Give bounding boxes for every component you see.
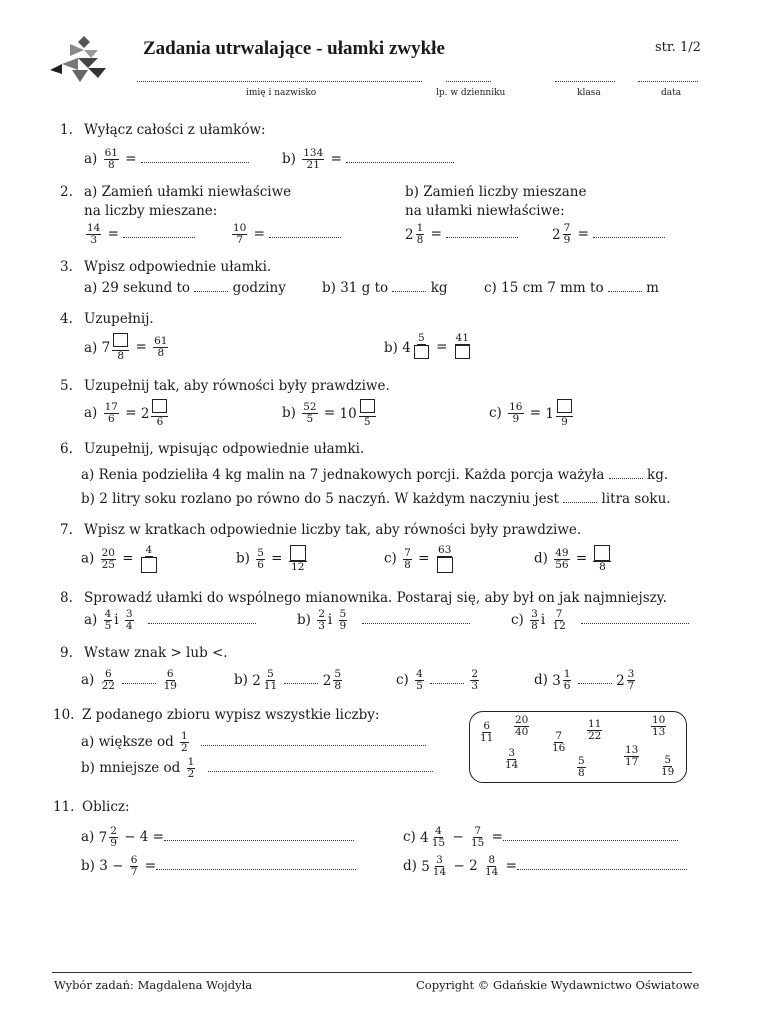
answer-line[interactable] — [141, 161, 249, 163]
date-field-label: data — [661, 88, 682, 98]
task-10a: a) większe od $\frac{1}{2}$ — [81, 731, 426, 754]
task-2b-item-2: 2 $\frac{7}{9}$ = — [552, 223, 665, 246]
task-4-text: Uzupełnij. — [84, 311, 154, 327]
task-6-text: Uzupełnij, wpisując odpowiednie ułamki. — [84, 441, 365, 457]
set-fraction: $\frac{6}{11}$ — [480, 720, 494, 744]
answer-line[interactable] — [122, 682, 156, 684]
task-2a-text: a) Zamień ułamki niewłaściwe — [84, 184, 292, 200]
answer-box[interactable] — [455, 345, 470, 359]
task-9b: b) 2 $\frac{5}{11}$ 2 $\frac{5}{8}$ — [234, 668, 342, 692]
name-field-line[interactable] — [137, 80, 422, 82]
answer-box[interactable] — [113, 333, 128, 347]
task-1-number: 1. — [60, 122, 73, 138]
set-fraction: $\frac{11}{22}$ — [588, 718, 602, 742]
task-3c: c) 15 cm 7 mm to m — [484, 280, 659, 296]
task-6a: a) Renia podzieliła 4 kg malin na 7 jednakowych porcji. Każda porcja ważyła kg. — [81, 467, 669, 483]
task-5-number: 5. — [60, 378, 73, 394]
footer-author: Wybór zadań: Magdalena Wojdyła — [54, 978, 253, 992]
answer-line[interactable] — [208, 770, 433, 772]
task-10-number: 10. — [53, 707, 75, 723]
task-6-number: 6. — [60, 441, 73, 457]
task-3-text: Wpisz odpowiednie ułamki. — [84, 259, 272, 275]
task-3a: a) 29 sekund to godziny — [84, 280, 286, 296]
task-7b: b) $\frac{5}{6}$ = 12 — [236, 545, 309, 573]
answer-box[interactable] — [437, 557, 453, 573]
answer-line[interactable] — [609, 477, 643, 479]
task-9d: d) 3 $\frac{1}{6}$ 2 $\frac{3}{7}$ — [534, 668, 635, 692]
answer-box[interactable] — [290, 545, 306, 561]
answer-line[interactable] — [194, 290, 228, 292]
task-5a: a) $\frac{17}{6}$ = 2 6 — [84, 399, 170, 428]
task-6b: b) 2 litry soku rozlano po równo do 5 naczyń. W każdym naczyniu jest litra soku. — [81, 491, 671, 507]
task-1a: a) $\frac{61}{8}$ = — [84, 148, 249, 171]
page-number: str. 1/2 — [655, 40, 701, 55]
set-fraction: $\frac{13}{17}$ — [625, 744, 639, 768]
task-9a: a) $\frac{6}{22}$ $\frac{6}{19}$ — [81, 668, 177, 692]
set-fraction: $\frac{10}{13}$ — [652, 714, 666, 738]
task-8-text: Sprowadź ułamki do wspólnego mianownika. Postaraj się, aby był on jak najmniejszy. — [84, 590, 667, 606]
page-title: Zadania utrwalające - ułamki zwykłe — [143, 38, 445, 59]
answer-line[interactable] — [164, 839, 354, 841]
answer-box[interactable] — [141, 557, 157, 573]
date-field-line[interactable] — [638, 80, 698, 82]
set-fraction: $\frac{5}{8}$ — [578, 755, 585, 779]
footer-divider — [52, 972, 692, 973]
task-11a: a) 7 $\frac{2}{9}$ − 4 = — [81, 826, 354, 849]
answer-box[interactable] — [152, 399, 167, 413]
class-number-field-label: lp. w dzienniku — [436, 88, 506, 98]
task-3b: b) 31 g to kg — [322, 280, 448, 296]
task-9c: c) $\frac{4}{5}$ $\frac{2}{3}$ — [396, 668, 479, 692]
task-7-text: Wpisz w kratkach odpowiednie liczby tak, aby równości były prawdziwe. — [84, 522, 582, 538]
task-4b: b) 4 5 = 41 — [384, 333, 473, 362]
task-7-number: 7. — [60, 522, 73, 538]
answer-line[interactable] — [156, 868, 356, 870]
task-5c: c) $\frac{16}{9}$ = 1 9 — [489, 399, 575, 428]
answer-line[interactable] — [578, 682, 612, 684]
answer-line[interactable] — [362, 622, 470, 624]
name-field-label: imię i nazwisko — [246, 88, 317, 98]
set-fraction: $\frac{7}{16}$ — [552, 730, 566, 754]
task-10-text: Z podanego zbioru wypisz wszystkie liczby: — [82, 707, 380, 723]
answer-line[interactable] — [123, 236, 195, 238]
task-7a: a) $\frac{20}{25}$ = 4 — [81, 545, 160, 573]
answer-line[interactable] — [346, 161, 454, 163]
answer-line[interactable] — [563, 501, 597, 503]
set-fraction: $\frac{3}{14}$ — [505, 747, 519, 771]
task-2b-item-1: 2 $\frac{1}{8}$ = — [405, 223, 518, 246]
answer-line[interactable] — [581, 622, 689, 624]
task-4-number: 4. — [60, 311, 73, 327]
task-8c: c) $\frac{3}{8}$ i $\frac{7}{12}$ — [511, 609, 689, 632]
set-fraction: $\frac{20}{40}$ — [515, 714, 529, 738]
task-11-number: 11. — [53, 799, 75, 815]
task-11c: c) 4 $\frac{4}{15}$ − $\frac{7}{15}$ = — [403, 826, 678, 849]
answer-line[interactable] — [269, 236, 341, 238]
answer-box[interactable] — [360, 399, 375, 413]
answer-line[interactable] — [593, 236, 665, 238]
task-1b: b) $\frac{134}{21}$ = — [282, 148, 454, 171]
answer-line[interactable] — [430, 682, 464, 684]
task-2a-item-1: $\frac{14}{3}$ = — [84, 223, 195, 246]
task-4a: a) 7 8 = $\frac{61}{8}$ — [84, 335, 168, 362]
set-fraction: $\frac{5}{19}$ — [661, 754, 675, 778]
class-number-field-line[interactable] — [446, 80, 491, 82]
task-5b: b) $\frac{52}{5}$ = 10 5 — [282, 399, 378, 428]
task-9-number: 9. — [60, 645, 73, 661]
task-11-text: Oblicz: — [82, 799, 130, 815]
task-2a-text-2: na liczby mieszane: — [84, 203, 218, 219]
task-8-number: 8. — [60, 590, 73, 606]
task-3-number: 3. — [60, 259, 73, 275]
answer-line[interactable] — [517, 868, 687, 870]
task-5-text: Uzupełnij tak, aby równości były prawdziwe. — [84, 378, 390, 394]
task-2b-text: b) Zamień liczby mieszane — [405, 184, 587, 200]
class-field-label: klasa — [577, 88, 601, 98]
answer-box[interactable] — [414, 345, 429, 359]
answer-box[interactable] — [594, 545, 610, 561]
task-1-text: Wyłącz całości z ułamków: — [84, 122, 266, 138]
publisher-logo — [48, 34, 118, 86]
task-8a: a) $\frac{4}{5}$ i $\frac{3}{4}$ — [84, 609, 256, 632]
answer-line[interactable] — [284, 682, 318, 684]
answer-line[interactable] — [148, 622, 256, 624]
answer-line[interactable] — [392, 290, 426, 292]
task-2a-item-2: $\frac{10}{7}$ = — [230, 223, 341, 246]
answer-box[interactable] — [557, 399, 572, 413]
task-2b-text-2: na ułamki niewłaściwe: — [405, 203, 565, 219]
answer-line[interactable] — [201, 744, 426, 746]
task-2-number: 2. — [60, 184, 73, 200]
footer-copyright: Copyright © Gdańskie Wydawnictwo Oświatowe — [416, 978, 700, 992]
task-7c: c) $\frac{7}{8}$ = 63 — [384, 545, 456, 573]
task-9-text: Wstaw znak > lub <. — [84, 645, 228, 661]
answer-line[interactable] — [446, 236, 518, 238]
class-field-line[interactable] — [555, 80, 615, 82]
task-11d: d) 5 $\frac{3}{14}$ − 2 $\frac{8}{14}$ = — [403, 855, 687, 878]
answer-line[interactable] — [503, 839, 678, 841]
task-11b: b) 3 − $\frac{6}{7}$ = — [81, 855, 356, 878]
task-7d: d) $\frac{49}{56}$ = 8 — [534, 545, 613, 573]
task-8b: b) $\frac{2}{3}$ i $\frac{5}{9}$ — [297, 609, 470, 632]
answer-line[interactable] — [608, 290, 642, 292]
task-10b: b) mniejsze od $\frac{1}{2}$ — [81, 757, 433, 780]
